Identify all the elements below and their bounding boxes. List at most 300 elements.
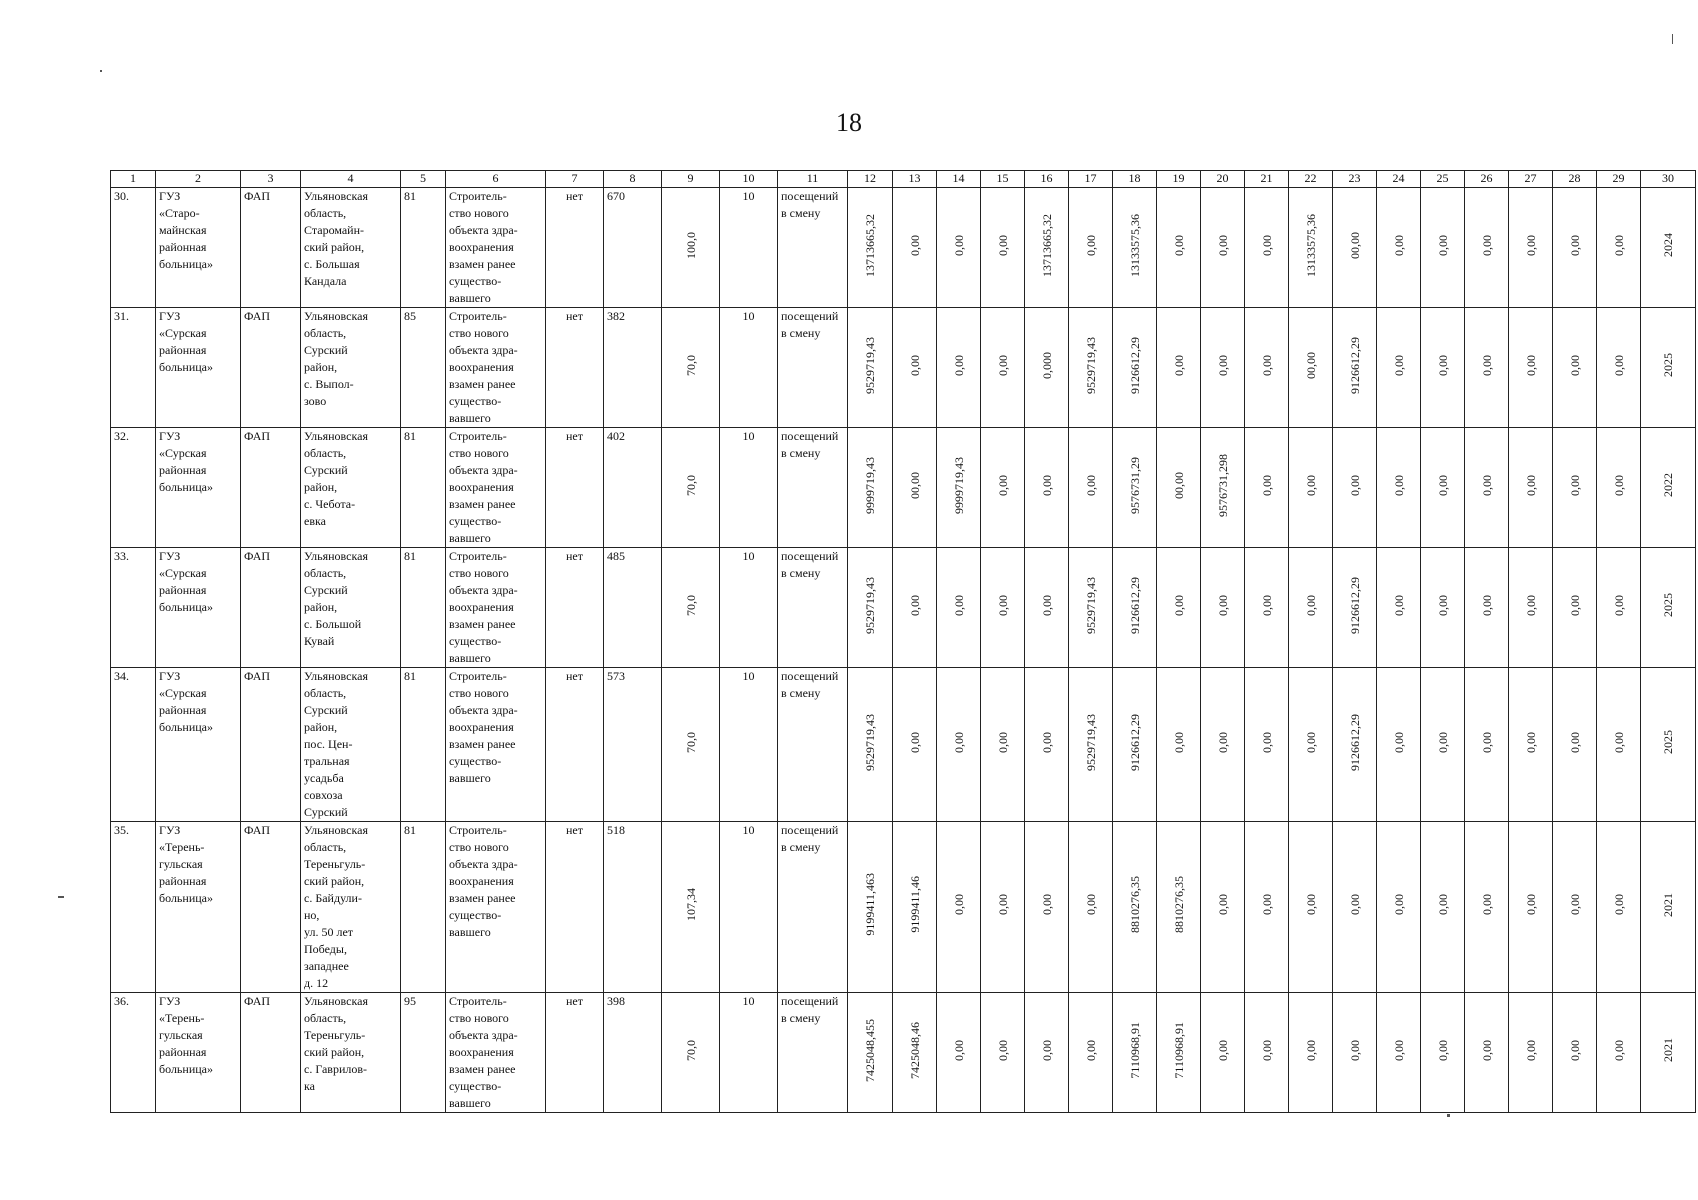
cell-value: 0,00 xyxy=(1479,1039,1494,1061)
work-type-cell: Строитель- ство нового объекта здра- воохранения взамен ранее существо- вавшего xyxy=(446,668,546,822)
cell-col9 xyxy=(662,993,720,1113)
cell-col27 xyxy=(1509,308,1553,428)
cell-col27 xyxy=(1509,548,1553,668)
cell-value: 0,00 xyxy=(1523,354,1538,376)
cell-col26 xyxy=(1465,308,1509,428)
unit-cell: посещений в смену xyxy=(778,308,848,428)
cell-value: 0,00 xyxy=(1083,234,1098,256)
cell-col27 xyxy=(1509,428,1553,548)
table-row xyxy=(111,822,1696,993)
cell-col13 xyxy=(893,188,937,308)
cell-value: 0,00 xyxy=(1523,894,1538,915)
table-row xyxy=(111,188,1696,308)
cell-col5: 81 xyxy=(401,428,446,548)
cell-col18 xyxy=(1113,993,1157,1113)
cell-col29 xyxy=(1597,822,1641,993)
cell-col28 xyxy=(1553,548,1597,668)
table-row xyxy=(111,308,1696,428)
table-row xyxy=(111,428,1696,548)
cell-col20 xyxy=(1201,308,1245,428)
cell-col21 xyxy=(1245,188,1289,308)
address-cell: Ульяновская область, Сурский район, с. Чебота- евка xyxy=(301,428,401,548)
cell-col19 xyxy=(1157,993,1201,1113)
cell-value: 9529719,43 xyxy=(1083,713,1098,771)
row-number: 34. xyxy=(111,668,156,822)
cell-value: 0,00 xyxy=(1435,731,1450,753)
cell-col13 xyxy=(893,668,937,822)
cell-value: 0,00 xyxy=(1435,894,1450,915)
column-header: 22 xyxy=(1289,171,1333,188)
cell-col29 xyxy=(1597,548,1641,668)
cell-value: 0,00 xyxy=(995,894,1010,915)
cell-value: 0,00 xyxy=(1479,474,1494,496)
cell-value: 0,00 xyxy=(1039,894,1054,915)
cell-col12 xyxy=(848,668,893,822)
cell-value: 0,00 xyxy=(1479,594,1494,616)
cell-value: 0,00 xyxy=(1435,1039,1450,1061)
row-number: 35. xyxy=(111,822,156,993)
column-header: 10 xyxy=(720,171,778,188)
cell-value: 2021 xyxy=(1661,892,1675,917)
cell-value: 0,00 xyxy=(1303,1039,1318,1061)
cell-value: 0,00 xyxy=(1303,474,1318,496)
cell-value: 13713665,32 xyxy=(1039,213,1054,277)
cell-col13 xyxy=(893,548,937,668)
cell-col5: 85 xyxy=(401,308,446,428)
column-header: 11 xyxy=(778,171,848,188)
column-header: 7 xyxy=(546,171,604,188)
cell-value: 9529719,43 xyxy=(1083,336,1098,394)
cell-col22 xyxy=(1289,308,1333,428)
cell-col22 xyxy=(1289,993,1333,1113)
column-header: 1 xyxy=(111,171,156,188)
cell-value: 13133575,36 xyxy=(1127,213,1142,277)
cell-value: 0,00 xyxy=(1567,731,1582,753)
column-header: 9 xyxy=(662,171,720,188)
cell-value: 0,00 xyxy=(1567,474,1582,496)
cell-col25 xyxy=(1421,428,1465,548)
cell-value: 0,00 xyxy=(1171,234,1186,256)
cell-value: 13133575,36 xyxy=(1303,213,1318,277)
cell-value: 9529719,43 xyxy=(863,713,877,771)
unit-cell: посещений в смену xyxy=(778,548,848,668)
cell-col9 xyxy=(662,188,720,308)
cell-value: 0,00 xyxy=(1391,894,1406,915)
cell-col9 xyxy=(662,548,720,668)
cell-col8: 398 xyxy=(604,993,662,1113)
cell-value: 0,00 xyxy=(1611,474,1626,496)
cell-col18 xyxy=(1113,188,1157,308)
column-header: 25 xyxy=(1421,171,1465,188)
cell-col16 xyxy=(1025,548,1069,668)
cell-col10: 10 xyxy=(720,188,778,308)
cell-col29 xyxy=(1597,668,1641,822)
cell-col19 xyxy=(1157,822,1201,993)
cell-col19 xyxy=(1157,308,1201,428)
cell-value: 0,00 xyxy=(1523,594,1538,616)
cell-value: 0,00 xyxy=(1523,731,1538,753)
cell-value: 8810276,35 xyxy=(1127,876,1142,933)
cell-col17 xyxy=(1069,822,1113,993)
cell-col13 xyxy=(893,428,937,548)
cell-value: 0,00 xyxy=(1039,731,1054,753)
cell-col15 xyxy=(981,822,1025,993)
cell-col8: 402 xyxy=(604,428,662,548)
cell-value: 0,00 xyxy=(1303,894,1318,915)
facility-type-cell: ФАП xyxy=(241,993,301,1113)
column-header: 12 xyxy=(848,171,893,188)
cell-value: 0,00 xyxy=(951,731,966,753)
row-number: 31. xyxy=(111,308,156,428)
cell-value: 9199411,463 xyxy=(863,873,877,936)
cell-col30 xyxy=(1641,308,1696,428)
column-header: 17 xyxy=(1069,171,1113,188)
cell-value: 2025 xyxy=(1661,593,1675,617)
cell-value: 0,00 xyxy=(1215,894,1230,915)
cell-col14 xyxy=(937,668,981,822)
cell-col14 xyxy=(937,993,981,1113)
cell-col28 xyxy=(1553,822,1597,993)
cell-value: 0,00 xyxy=(1567,354,1582,376)
cell-value: 100,0 xyxy=(683,231,698,259)
cell-col22 xyxy=(1289,428,1333,548)
header-row xyxy=(111,171,1696,188)
cell-value: 0,00 xyxy=(995,594,1010,616)
cell-value: 0,00 xyxy=(1083,1039,1098,1061)
column-header: 19 xyxy=(1157,171,1201,188)
cell-value: 0,00 xyxy=(1391,731,1406,753)
cell-col18 xyxy=(1113,668,1157,822)
cell-col25 xyxy=(1421,548,1465,668)
column-header: 18 xyxy=(1113,171,1157,188)
cell-col23 xyxy=(1333,822,1377,993)
cell-value: 0,00 xyxy=(1259,731,1274,753)
cell-col5: 81 xyxy=(401,188,446,308)
cell-col17 xyxy=(1069,188,1113,308)
cell-value: 0,00 xyxy=(1259,234,1274,256)
cell-col24 xyxy=(1377,428,1421,548)
cell-value: 0,00 xyxy=(1567,894,1582,915)
cell-value: 0,00 xyxy=(1391,594,1406,616)
cell-value: 9529719,43 xyxy=(863,576,877,634)
cell-value: 2025 xyxy=(1661,353,1675,377)
cell-value: 0,00 xyxy=(1347,1039,1362,1061)
cell-col29 xyxy=(1597,993,1641,1113)
cell-col10: 10 xyxy=(720,822,778,993)
cell-col23 xyxy=(1333,308,1377,428)
cell-col23 xyxy=(1333,188,1377,308)
cell-col24 xyxy=(1377,188,1421,308)
cell-col12 xyxy=(848,548,893,668)
cell-col16 xyxy=(1025,993,1069,1113)
column-header: 15 xyxy=(981,171,1025,188)
column-header: 4 xyxy=(301,171,401,188)
cell-value: 9999719,43 xyxy=(863,456,877,514)
cell-value: 0,00 xyxy=(1479,234,1494,256)
cell-col8: 382 xyxy=(604,308,662,428)
address-cell: Ульяновская область, Старомайн- ский район, с. Большая Кандала xyxy=(301,188,401,308)
cell-col28 xyxy=(1553,308,1597,428)
cell-col9 xyxy=(662,308,720,428)
cell-col8: 485 xyxy=(604,548,662,668)
cell-value: 2024 xyxy=(1661,233,1675,257)
cell-col18 xyxy=(1113,822,1157,993)
cell-value: 0,00 xyxy=(1215,594,1230,616)
cell-col14 xyxy=(937,428,981,548)
column-header: 13 xyxy=(893,171,937,188)
cell-col24 xyxy=(1377,993,1421,1113)
cell-col17 xyxy=(1069,548,1113,668)
organization-cell: ГУЗ «Терень- гульская районная больница» xyxy=(156,822,241,993)
cell-value: 0,00 xyxy=(951,894,966,915)
cell-value: 13713665,32 xyxy=(863,213,877,277)
cell-col16 xyxy=(1025,428,1069,548)
cell-col23 xyxy=(1333,668,1377,822)
cell-value: 0,00 xyxy=(1259,354,1274,376)
cell-value: 0,00 xyxy=(907,731,922,753)
cell-col7: нет xyxy=(546,668,604,822)
cell-col15 xyxy=(981,548,1025,668)
cell-col30 xyxy=(1641,548,1696,668)
cell-value: 107,34 xyxy=(683,888,698,921)
cell-value: 0,000 xyxy=(1039,351,1054,379)
cell-value: 0,00 xyxy=(1171,354,1186,376)
cell-value: 0,00 xyxy=(1479,731,1494,753)
cell-value: 7110968,91 xyxy=(1127,1021,1142,1079)
cell-col7: нет xyxy=(546,993,604,1113)
unit-cell: посещений в смену xyxy=(778,822,848,993)
cell-col23 xyxy=(1333,993,1377,1113)
cell-col14 xyxy=(937,308,981,428)
cell-value: 0,00 xyxy=(995,474,1010,496)
cell-col5: 81 xyxy=(401,548,446,668)
cell-value: 9126612,29 xyxy=(1347,576,1362,634)
cell-value: 0,00 xyxy=(1039,474,1054,496)
cell-col28 xyxy=(1553,668,1597,822)
cell-col22 xyxy=(1289,668,1333,822)
cell-col21 xyxy=(1245,993,1289,1113)
cell-value: 0,00 xyxy=(1303,594,1318,616)
cell-col9 xyxy=(662,822,720,993)
cell-value: 00,00 xyxy=(1303,351,1318,379)
cell-value: 0,00 xyxy=(907,594,922,616)
cell-value: 9199411,46 xyxy=(907,876,922,933)
investment-table xyxy=(110,170,1696,1113)
cell-value: 9999719,43 xyxy=(951,456,966,514)
cell-col12 xyxy=(848,188,893,308)
cell-col27 xyxy=(1509,668,1553,822)
cell-col20 xyxy=(1201,993,1245,1113)
cell-value: 0,00 xyxy=(1611,731,1626,753)
cell-col7: нет xyxy=(546,822,604,993)
cell-col25 xyxy=(1421,668,1465,822)
cell-value: 0,00 xyxy=(907,234,922,256)
table-row xyxy=(111,548,1696,668)
row-number: 33. xyxy=(111,548,156,668)
cell-value: 0,00 xyxy=(995,731,1010,753)
cell-value: 2022 xyxy=(1661,473,1675,497)
column-header: 28 xyxy=(1553,171,1597,188)
cell-col17 xyxy=(1069,993,1113,1113)
cell-col24 xyxy=(1377,822,1421,993)
cell-value: 0,00 xyxy=(1083,894,1098,915)
cell-col10: 10 xyxy=(720,548,778,668)
cell-col29 xyxy=(1597,308,1641,428)
cell-value: 2021 xyxy=(1661,1038,1675,1062)
cell-col9 xyxy=(662,668,720,822)
cell-value: 0,00 xyxy=(1215,731,1230,753)
row-number: 30. xyxy=(111,188,156,308)
cell-value: 0,00 xyxy=(1435,354,1450,376)
cell-value: 00,00 xyxy=(907,471,922,499)
cell-col22 xyxy=(1289,188,1333,308)
address-cell: Ульяновская область, Тереньгуль- ский район, с. Гаврилов- ка xyxy=(301,993,401,1113)
unit-cell: посещений в смену xyxy=(778,668,848,822)
cell-value: 70,0 xyxy=(683,1039,698,1061)
cell-col19 xyxy=(1157,668,1201,822)
cell-value: 0,00 xyxy=(1611,354,1626,376)
cell-col12 xyxy=(848,993,893,1113)
cell-value: 9126612,29 xyxy=(1127,336,1142,394)
column-header: 20 xyxy=(1201,171,1245,188)
cell-col20 xyxy=(1201,428,1245,548)
cell-col26 xyxy=(1465,188,1509,308)
cell-col20 xyxy=(1201,548,1245,668)
cell-col23 xyxy=(1333,548,1377,668)
cell-value: 0,00 xyxy=(1567,1039,1582,1061)
column-header: 14 xyxy=(937,171,981,188)
column-header: 26 xyxy=(1465,171,1509,188)
facility-type-cell: ФАП xyxy=(241,822,301,993)
cell-value: 0,00 xyxy=(951,234,966,256)
work-type-cell: Строитель- ство нового объекта здра- воохранения взамен ранее существо- вавшего xyxy=(446,822,546,993)
row-number: 32. xyxy=(111,428,156,548)
cell-col9 xyxy=(662,428,720,548)
address-cell: Ульяновская область, Тереньгуль- ский район, с. Байдули- но, ул. 50 лет Победы, западнее д. 12 xyxy=(301,822,401,993)
address-cell: Ульяновская область, Сурский район, с. Большой Кувай xyxy=(301,548,401,668)
column-header: 24 xyxy=(1377,171,1421,188)
cell-col17 xyxy=(1069,308,1113,428)
cell-value: 0,00 xyxy=(1039,594,1054,616)
cell-col24 xyxy=(1377,308,1421,428)
cell-col19 xyxy=(1157,428,1201,548)
cell-value: 0,00 xyxy=(1479,894,1494,915)
organization-cell: ГУЗ «Старо- майнская районная больница» xyxy=(156,188,241,308)
cell-col15 xyxy=(981,428,1025,548)
cell-col7: нет xyxy=(546,308,604,428)
column-header: 21 xyxy=(1245,171,1289,188)
column-header: 16 xyxy=(1025,171,1069,188)
cell-col16 xyxy=(1025,308,1069,428)
cell-col17 xyxy=(1069,668,1113,822)
cell-value: 0,00 xyxy=(1259,474,1274,496)
cell-col7: нет xyxy=(546,428,604,548)
cell-col20 xyxy=(1201,822,1245,993)
cell-value: 0,00 xyxy=(1435,234,1450,256)
cell-col21 xyxy=(1245,428,1289,548)
cell-value: 0,00 xyxy=(1391,1039,1406,1061)
cell-col16 xyxy=(1025,822,1069,993)
cell-col18 xyxy=(1113,428,1157,548)
column-header: 2 xyxy=(156,171,241,188)
column-header: 29 xyxy=(1597,171,1641,188)
row-number: 36. xyxy=(111,993,156,1113)
cell-value: 9529719,43 xyxy=(863,336,877,394)
cell-col18 xyxy=(1113,308,1157,428)
cell-value: 0,00 xyxy=(1215,1039,1230,1061)
cell-col5: 81 xyxy=(401,822,446,993)
cell-value: 0,00 xyxy=(1391,354,1406,376)
work-type-cell: Строитель- ство нового объекта здра- воохранения взамен ранее существо- вавшего xyxy=(446,188,546,308)
cell-value: 0,00 xyxy=(1259,1039,1274,1061)
cell-col16 xyxy=(1025,668,1069,822)
work-type-cell: Строитель- ство нового объекта здра- воохранения взамен ранее существо- вавшего xyxy=(446,308,546,428)
cell-value: 0,00 xyxy=(1567,234,1582,256)
cell-value: 70,0 xyxy=(683,731,698,753)
cell-value: 0,00 xyxy=(1303,731,1318,753)
cell-value: 0,00 xyxy=(1215,354,1230,376)
cell-col14 xyxy=(937,548,981,668)
cell-col5: 95 xyxy=(401,993,446,1113)
cell-col21 xyxy=(1245,548,1289,668)
cell-value: 0,00 xyxy=(1083,474,1098,496)
column-header: 6 xyxy=(446,171,546,188)
cell-value: 9576731,298 xyxy=(1215,453,1230,517)
work-type-cell: Строитель- ство нового объекта здра- воохранения взамен ранее существо- вавшего xyxy=(446,428,546,548)
cell-value: 00,00 xyxy=(1347,231,1362,259)
cell-col27 xyxy=(1509,993,1553,1113)
cell-value: 0,00 xyxy=(1611,894,1626,915)
cell-value: 0,00 xyxy=(1347,894,1362,915)
cell-value: 0,00 xyxy=(1215,234,1230,256)
cell-col12 xyxy=(848,428,893,548)
cell-col30 xyxy=(1641,822,1696,993)
cell-value: 0,00 xyxy=(1259,894,1274,915)
cell-col22 xyxy=(1289,548,1333,668)
cell-value: 9529719,43 xyxy=(1083,576,1098,634)
cell-col27 xyxy=(1509,188,1553,308)
cell-value: 0,00 xyxy=(1523,1039,1538,1061)
cell-col12 xyxy=(848,308,893,428)
address-cell: Ульяновская область, Сурский район, пос. Цен- тральная усадьба совхоза Сурский xyxy=(301,668,401,822)
cell-col29 xyxy=(1597,428,1641,548)
column-header: 5 xyxy=(401,171,446,188)
cell-col30 xyxy=(1641,428,1696,548)
cell-col21 xyxy=(1245,822,1289,993)
cell-value: 0,00 xyxy=(1391,474,1406,496)
cell-col14 xyxy=(937,822,981,993)
cell-col30 xyxy=(1641,993,1696,1113)
cell-value: 9576731,29 xyxy=(1127,456,1142,514)
cell-col18 xyxy=(1113,548,1157,668)
cell-col10: 10 xyxy=(720,668,778,822)
facility-type-cell: ФАП xyxy=(241,668,301,822)
cell-col16 xyxy=(1025,188,1069,308)
cell-col17 xyxy=(1069,428,1113,548)
cell-col28 xyxy=(1553,993,1597,1113)
cell-col23 xyxy=(1333,428,1377,548)
cell-col22 xyxy=(1289,822,1333,993)
address-cell: Ульяновская область, Сурский район, с. Выпол- зово xyxy=(301,308,401,428)
facility-type-cell: ФАП xyxy=(241,428,301,548)
unit-cell: посещений в смену xyxy=(778,188,848,308)
facility-type-cell: ФАП xyxy=(241,188,301,308)
column-header: 30 xyxy=(1641,171,1696,188)
cell-col7: нет xyxy=(546,548,604,668)
facility-type-cell: ФАП xyxy=(241,548,301,668)
work-type-cell: Строитель- ство нового объекта здра- воохранения взамен ранее существо- вавшего xyxy=(446,548,546,668)
organization-cell: ГУЗ «Сурская районная больница» xyxy=(156,668,241,822)
